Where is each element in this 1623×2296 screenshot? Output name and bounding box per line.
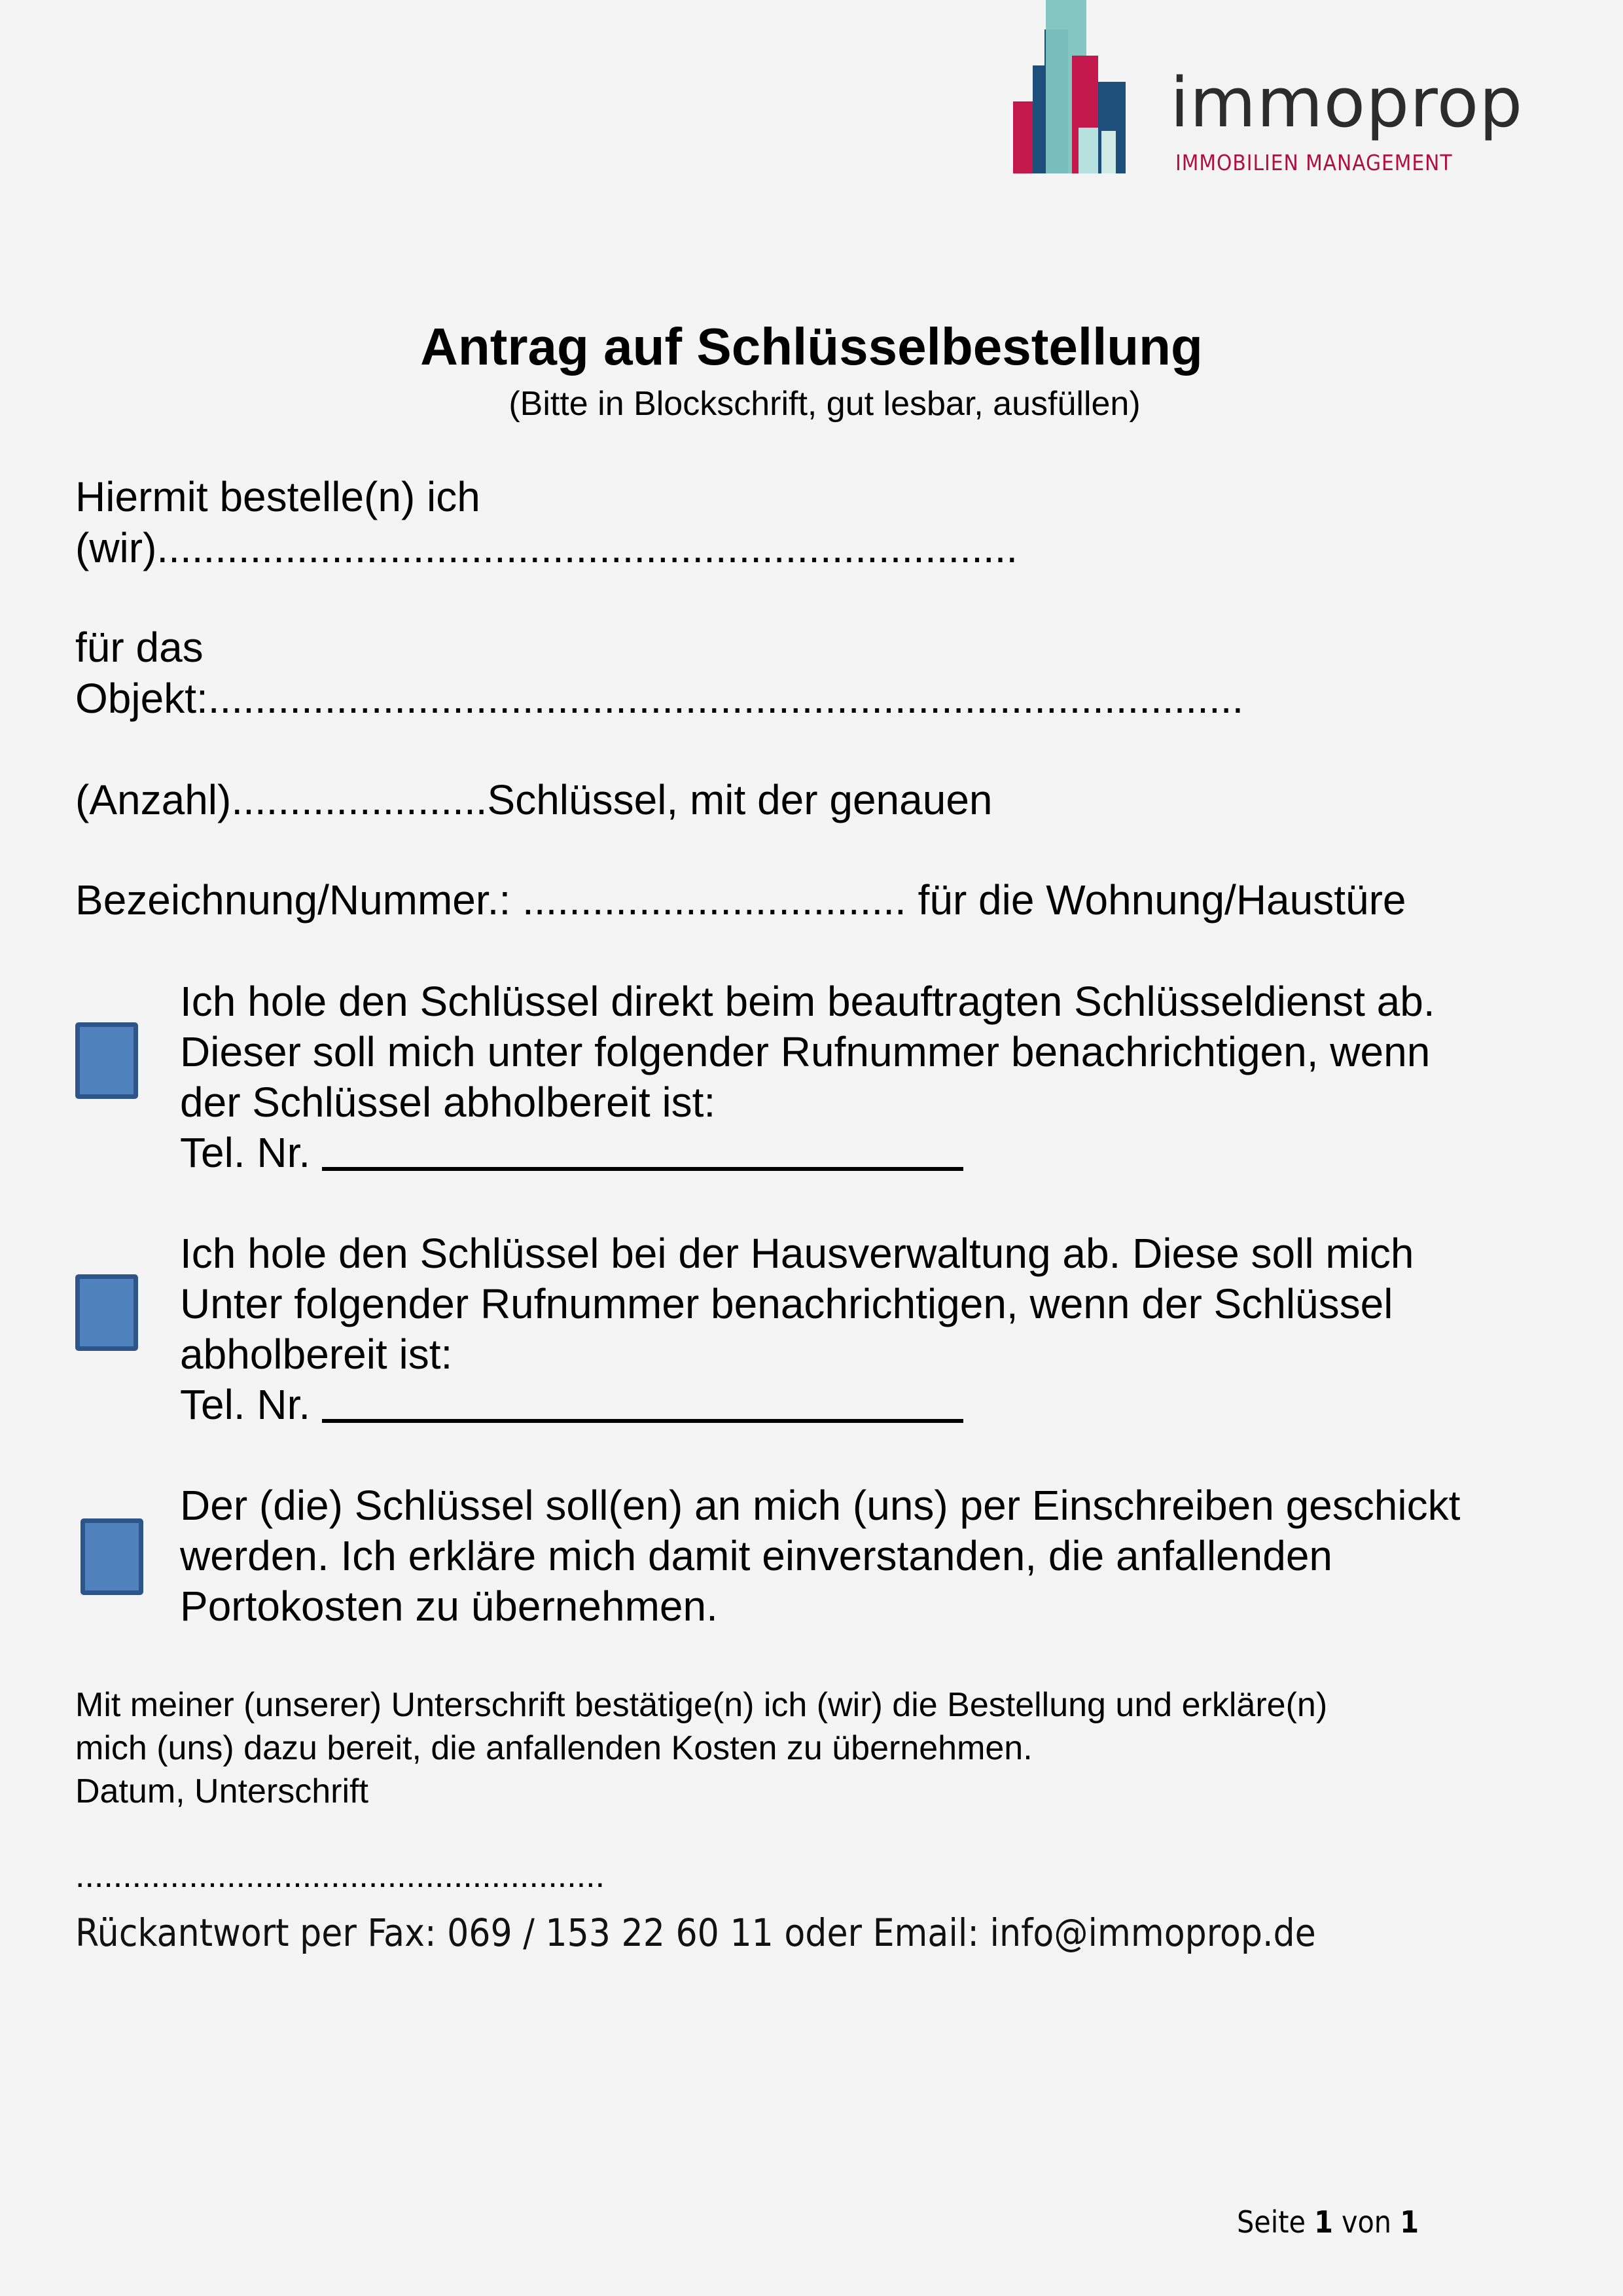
designation-field: Bezeichnung/Nummer.: ................................. für die Wohnung/Haustüre [75, 876, 1406, 924]
tel-label: Tel. Nr. [180, 1129, 311, 1176]
option-checkbox[interactable] [75, 1022, 138, 1099]
option-text: Der (die) Schlüssel soll(en) an mich (uns) per Einschreiben geschickt werden. Ich erkläre mich damit einverstanden, die anfallenden Portokosten zu übernehmen. [180, 1482, 1461, 1630]
option-checkbox[interactable] [80, 1518, 143, 1595]
form-subtitle: (Bitte in Blockschrift, gut lesbar, ausfüllen) [508, 385, 1141, 423]
signature-confirmation: Mit meiner (unserer) Unterschrift bestätige(n) ich (wir) die Bestellung und erkläre(n) mich (uns) dazu bereit, die anfallenden Kosten zu übernehmen. Datum, Unterschrift [75, 1686, 1328, 1810]
tel-label: Tel. Nr. [180, 1381, 311, 1428]
object-field: Objekt:......................................................................................... [75, 675, 1244, 722]
order-intro: Hiermit bestelle(n) ich [75, 473, 480, 520]
option-text: Ich hole den Schlüssel bei der Hausverwaltung ab. Diese soll mich Unter folgender Rufnummer benachrichtigen, wenn der Schlüssel abholbereit ist: Tel. Nr. [180, 1230, 1414, 1428]
building-bars-icon [1013, 0, 1137, 177]
page-number: Seite 1 von 1 [1237, 2204, 1419, 2240]
tel-input-line[interactable] [322, 1419, 963, 1423]
company-logo [1013, 0, 1524, 180]
quantity-field: (Anzahl)......................Schlüssel, mit der genauen [75, 776, 993, 823]
tel-input-line[interactable] [322, 1167, 963, 1171]
reply-contact: Rückantwort per Fax: 069 / 153 22 60 11 oder Email: info@immoprop.de [75, 1910, 1316, 1955]
option-text: Ich hole den Schlüssel direkt beim beauftragten Schlüsseldienst ab. Dieser soll mich unter folgender Rufnummer benachrichtigen, wenn der Schlüssel abholbereit ist: Tel. Nr. [180, 978, 1435, 1176]
option-checkbox[interactable] [75, 1274, 138, 1351]
name-field: (wir).......................................................................... [75, 524, 1018, 571]
form-title: Antrag auf Schlüsselbestellung [420, 317, 1203, 376]
logo-wordmark: immoprop [1170, 63, 1524, 143]
object-intro: für das [75, 624, 204, 671]
signature-line[interactable]: ........................................................ [75, 1857, 605, 1895]
logo-tagline: IMMOBILIEN MANAGEMENT [1175, 150, 1453, 175]
